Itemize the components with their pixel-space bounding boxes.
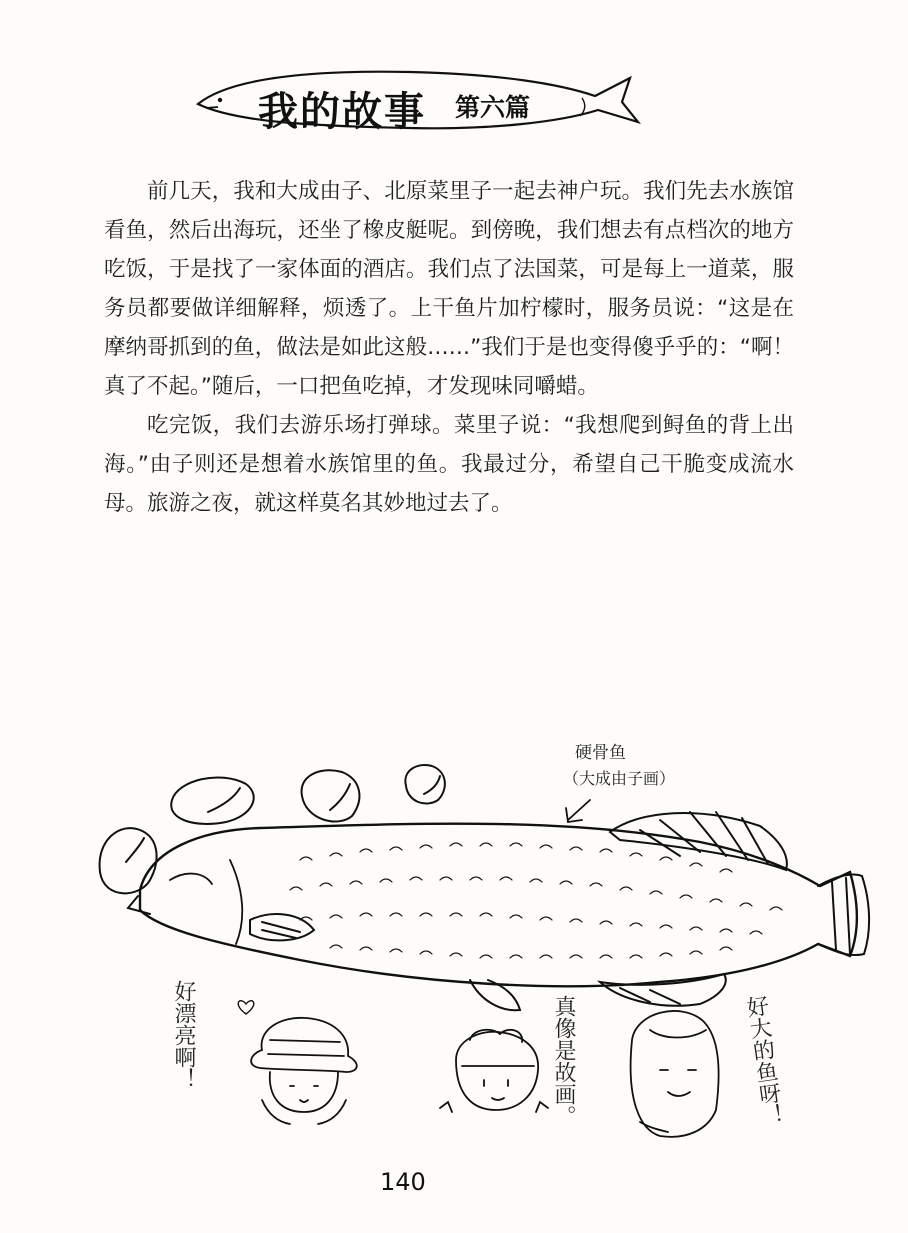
fish-body-outline — [140, 824, 857, 987]
arrow-icon — [566, 800, 590, 822]
bubble-icon — [302, 770, 360, 821]
story-paragraph: 前几天，我和大成由子、北原菜里子一起去神户玩。我们先去水族馆看鱼，然后出海玩，还坐了橡皮艇呢。到傍晚，我们想去有点档次的地方吃饭，于是找了一家体面的酒店。我们点了法国菜，可是每上一道菜，服务员都要做详细解释，烦透了。上干鱼片加柠檬时，服务员说：“这是在摩纳哥抓到的鱼，做法是如此这般……”我们于是也变得傻乎乎的：“啊！真了不起。”随后，一口把鱼吃掉，才发现味同嚼蜡。 — [104, 179, 794, 399]
fish-caption: （大成由子画） — [563, 769, 676, 788]
bubble-icon — [100, 828, 157, 893]
fish-tail — [818, 874, 869, 955]
long-haired-girl-icon — [631, 1011, 719, 1137]
story-paragraph: 吃完饭，我们去游乐场打弹球。菜里子说：“我想爬到鲟鱼的背上出海。”由子则还是想着水族馆里的鱼。我最过分，希望自己干脆变成流水母。旅游之夜，就这样莫名其妙地过去了。 — [104, 413, 794, 516]
speech-right: 好大的鱼呀！ — [741, 993, 786, 1129]
maruko-icon — [440, 1030, 548, 1112]
girl-with-hat-icon — [251, 1018, 357, 1124]
chapter-title: 我的故事 — [258, 89, 426, 135]
chapter-subtitle: 第六篇 — [455, 93, 531, 122]
bubble-icon — [405, 765, 445, 804]
speech-middle: 真像是故画。 — [551, 995, 576, 1127]
page-number: 140 — [380, 1168, 426, 1196]
bubble-icon — [171, 777, 253, 823]
heart-icon — [238, 1001, 254, 1014]
speech-left: 好漂亮啊！ — [171, 980, 196, 1090]
fish-label: 硬骨鱼 — [575, 743, 626, 763]
